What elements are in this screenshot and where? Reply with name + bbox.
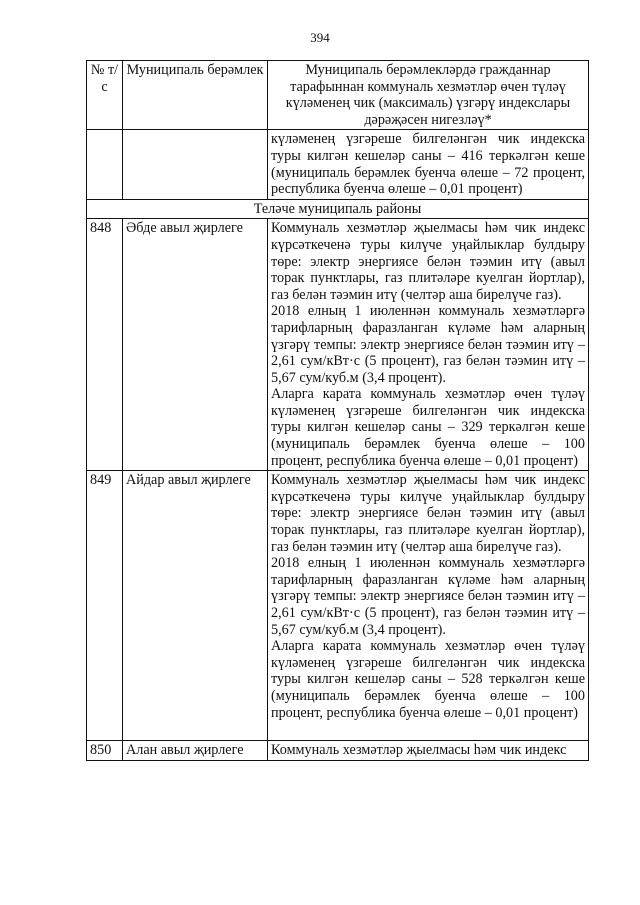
row-municipality: Әбде авыл җирлеге (123, 219, 268, 471)
table-row (87, 219, 589, 471)
row-paragraph: Коммуналь хезмәтләр җыелмасы һәм чик индекс (271, 742, 567, 759)
continuation-row (87, 130, 589, 199)
row-description (268, 471, 589, 741)
row-description (268, 219, 589, 471)
row-paragraph: 2018 елның 1 июленнән коммуналь хезмәтләргә тарифларның фаразланган күләме һәм аларның үзгәрү темпы: электр энергиясе белән тәэмин итү – 2,61 сум/кВт·с (5 процент), газ белән тәэмин итү – 5,67 сум/куб.м (3,4 процент). (271, 555, 585, 638)
table-row (87, 741, 589, 761)
row-paragraph: Аларга карата коммуналь хезмәтләр өчен түләү күләменең үзгәреше билгеләнгән чик индекска туры килгән кешеләр саны – 329 теркәлгән кеше (муниципаль берәмлек буенча өлеше – 100 процент, республика буенча өлеше – 0,01 процент) (271, 386, 585, 469)
header-number: № т/с (87, 61, 123, 130)
header-municipality: Муниципаль берәмлек (123, 61, 268, 130)
row-number: 849 (87, 471, 123, 741)
row-municipality: Айдар авыл җирлеге (123, 471, 268, 741)
district-name: Теләче муниципаль районы (87, 199, 589, 219)
continuation-name-cell (123, 130, 268, 199)
index-table (86, 60, 589, 761)
page-number: 394 (310, 30, 330, 45)
row-paragraph: Аларга карата коммуналь хезмәтләр өчен түләү күләменең үзгәреше билгеләнгән чик индекска туры килгән кешеләр саны – 528 теркәлгән кеше (муниципаль берәмлек буенча өлеше – 100 процент, республика буенча өлеше – 0,01 процент) (271, 638, 585, 721)
row-municipality: Алан авыл җирлеге (123, 741, 268, 761)
row-paragraph: Коммуналь хезмәтләр җыелмасы һәм чик индекс күрсәткеченә туры килүче уңайлыклар булдыру төре: электр энергиясе белән тәэмин итү (авыл торак пунктлары, газ плитәләре куелган йортлар), газ белән тәэмин итү (челтәр аша бирелүче газ). (271, 220, 585, 303)
district-row (87, 199, 589, 219)
continuation-num-cell (87, 130, 123, 199)
row-paragraph: 2018 елның 1 июленнән коммуналь хезмәтләргә тарифларның фаразланган күләме һәм аларның үзгәрү темпы: электр энергиясе белән тәэмин итү – 2,61 сум/кВт·с (5 процент), газ белән тәэмин итү – 5,67 сум/куб.м (3,4 процент). (271, 303, 585, 386)
table-header-row (87, 61, 589, 130)
header-justification: Муниципаль берәмлекләрдә гражданнар тарафыннан коммуналь хезмәтләр өчен түләү күләменең чик (максималь) үзгәрү индекслары дәрәҗәсен нигезләү* (268, 61, 589, 130)
row-number: 848 (87, 219, 123, 471)
row-paragraph: Коммуналь хезмәтләр җыелмасы һәм чик индекс күрсәткеченә туры килүче уңайлыклар булдыру төре: электр энергиясе белән тәэмин итү (авыл торак пунктлары, газ плитәләре куелган йортлар), газ белән тәэмин итү (челтәр аша бирелүче газ). (271, 472, 585, 555)
row-description (268, 741, 589, 761)
row-number: 850 (87, 741, 123, 761)
table-row (87, 471, 589, 741)
continuation-text: күләменең үзгәреше билгеләнгән чик индекска туры килгән кешеләр саны – 416 теркәлгән кеше (муниципаль берәмлек буенча өлеше – 72 процент, республика буенча өлеше – 0,01 процент) (268, 130, 589, 199)
